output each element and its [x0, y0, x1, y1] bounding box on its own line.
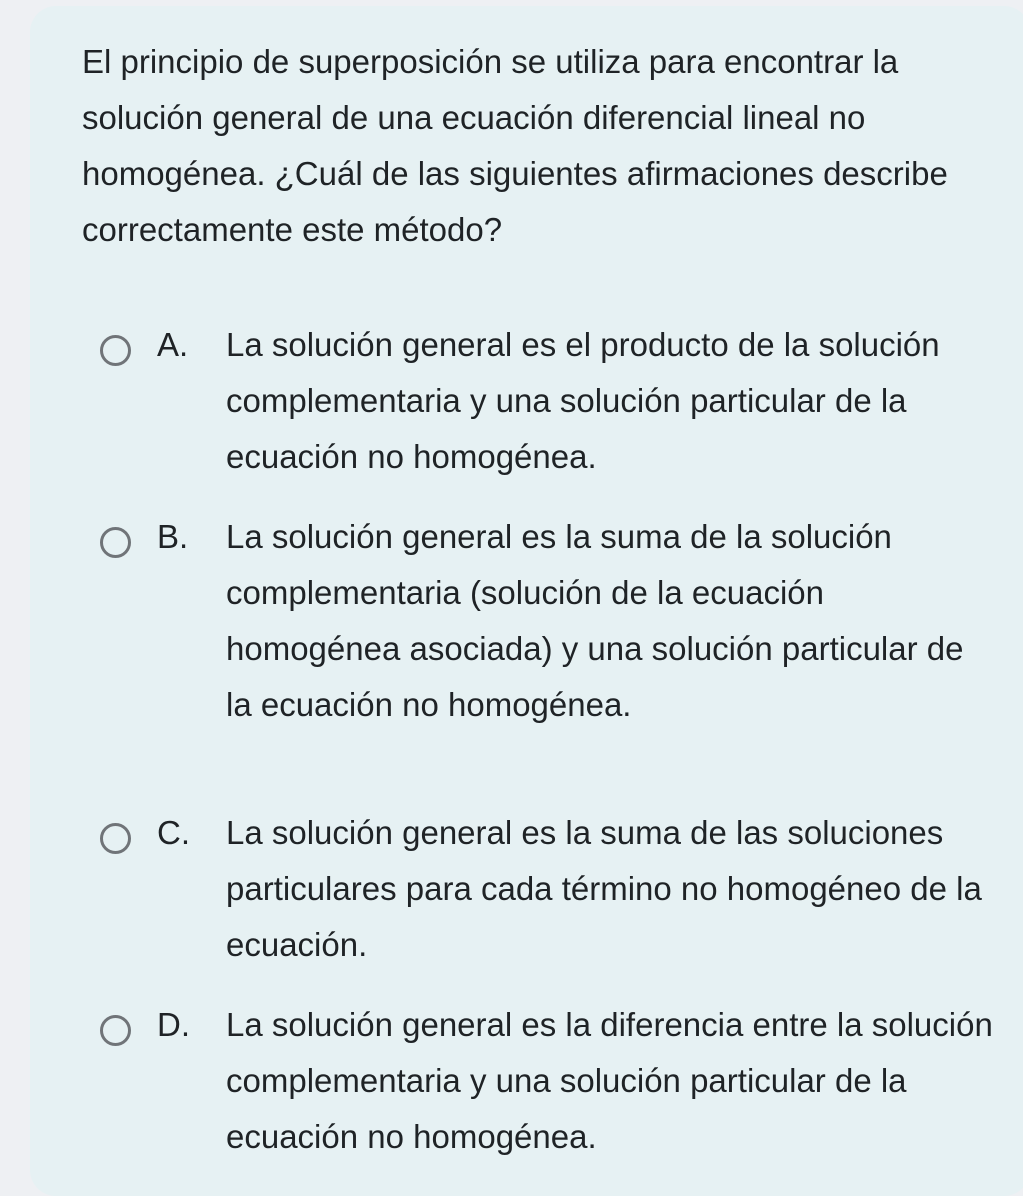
radio-button-d[interactable] — [100, 1015, 131, 1046]
radio-button-c[interactable] — [100, 823, 131, 854]
option-a[interactable] — [100, 317, 1000, 487]
radio-button-b[interactable] — [100, 527, 131, 558]
option-letter: B. — [157, 518, 189, 555]
option-b[interactable] — [100, 509, 1000, 723]
option-letter: A. — [157, 326, 189, 363]
option-text: La solución general es la suma de las soluciones particulares para cada término no homogéneo de la ecuación. — [226, 814, 982, 963]
option-d[interactable] — [100, 997, 1000, 1167]
option-text: La solución general es la suma de la solución complementaria (solución de la ecuación homogénea asociada) y una solución particular de la ecuación no homogénea. — [226, 518, 964, 723]
option-letter: D. — [157, 1006, 190, 1043]
question-text: El principio de superposición se utiliza para encontrar la solución general de una ecuación diferencial lineal no homogénea. ¿Cuál de las siguientes afirmaciones describe correctamente este método? — [82, 43, 948, 248]
radio-button-a[interactable] — [100, 335, 131, 366]
option-text: La solución general es el producto de la solución complementaria y una solución particular de la ecuación no homogénea. — [226, 326, 940, 475]
option-text: La solución general es la diferencia entre la solución complementaria y una solución particular de la ecuación no homogénea. — [226, 1006, 993, 1155]
option-letter: C. — [157, 814, 190, 851]
option-c[interactable] — [100, 805, 1000, 975]
